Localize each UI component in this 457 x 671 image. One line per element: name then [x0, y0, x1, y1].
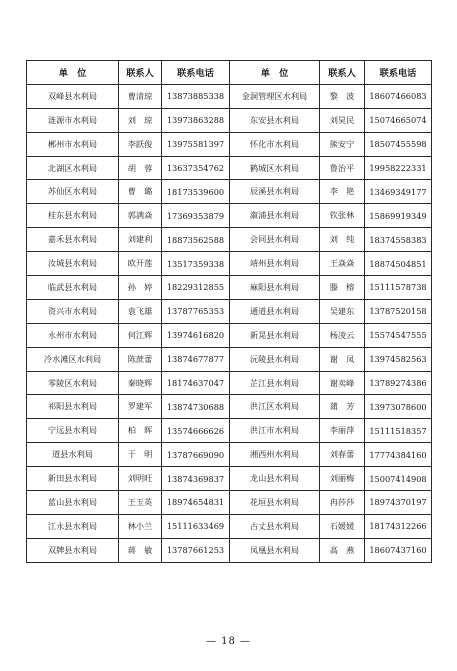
cell-phone-right: 17774384160	[365, 443, 432, 467]
table-row	[27, 371, 432, 395]
cell-phone-right: 15074665074	[365, 108, 432, 132]
cell-unit-right: 湘西州水利局	[230, 443, 320, 467]
table-row	[27, 514, 432, 538]
cell-phone-left: 13873885338	[162, 84, 230, 108]
cell-phone-left: 18173539600	[162, 180, 230, 204]
cell-contact-right: 鲁治平	[320, 156, 365, 180]
cell-unit-right: 洪江区水利局	[230, 395, 320, 419]
table-row	[27, 491, 432, 515]
header-phone-left: 联系电话	[162, 61, 230, 85]
cell-contact-right: 石媛媛	[320, 514, 365, 538]
cell-phone-left: 18229312855	[162, 276, 230, 300]
cell-unit-left: 道县水利局	[27, 443, 119, 467]
cell-unit-right: 东安县水利局	[230, 108, 320, 132]
cell-phone-left: 13637354762	[162, 156, 230, 180]
table-row	[27, 299, 432, 323]
cell-phone-right: 15007414908	[365, 467, 432, 491]
cell-phone-left: 13874369837	[162, 467, 230, 491]
cell-contact-right: 谢 凤	[320, 347, 365, 371]
cell-contact-right: 熊安宁	[320, 132, 365, 156]
cell-phone-left: 18873562588	[162, 228, 230, 252]
cell-phone-left: 13975581397	[162, 132, 230, 156]
cell-phone-left: 13787669090	[162, 443, 230, 467]
cell-contact-left: 孙 婷	[119, 276, 162, 300]
cell-contact-left: 刘明旺	[119, 467, 162, 491]
cell-unit-right: 通道县水利局	[230, 299, 320, 323]
cell-unit-right: 溆浦县水利局	[230, 204, 320, 228]
table-body	[27, 84, 432, 562]
cell-phone-right: 13973078600	[365, 395, 432, 419]
table-row	[27, 228, 432, 252]
cell-contact-right: 蒲 芳	[320, 395, 365, 419]
cell-phone-left: 15111633469	[162, 514, 230, 538]
cell-phone-right: 19958222331	[365, 156, 432, 180]
header-unit-right: 单 位	[230, 61, 320, 85]
cell-contact-right: 刘春蕾	[320, 443, 365, 467]
table-row	[27, 323, 432, 347]
cell-contact-left: 罗建军	[119, 395, 162, 419]
cell-unit-left: 江永县水利局	[27, 514, 119, 538]
table-row	[27, 443, 432, 467]
cell-unit-left: 临武县水利局	[27, 276, 119, 300]
cell-unit-left: 蓝山县水利局	[27, 491, 119, 515]
cell-contact-left: 王玉英	[119, 491, 162, 515]
cell-unit-left: 涟源市水利局	[27, 108, 119, 132]
cell-contact-right: 杨凌云	[320, 323, 365, 347]
cell-unit-left: 北湖区水利局	[27, 156, 119, 180]
table-row	[27, 252, 432, 276]
table-row	[27, 204, 432, 228]
cell-phone-left: 13874730688	[162, 395, 230, 419]
table-row	[27, 419, 432, 443]
cell-unit-left: 新田县水利局	[27, 467, 119, 491]
cell-phone-right: 13974582563	[365, 347, 432, 371]
cell-contact-left: 柏 晖	[119, 419, 162, 443]
cell-contact-left: 袁飞雄	[119, 299, 162, 323]
cell-unit-right: 沅陵县水利局	[230, 347, 320, 371]
cell-phone-right: 18174312266	[365, 514, 432, 538]
header-phone-right: 联系电话	[365, 61, 432, 85]
cell-contact-left: 陈蔗蕾	[119, 347, 162, 371]
cell-unit-right: 会同县水利局	[230, 228, 320, 252]
cell-unit-left: 零陵区水利局	[27, 371, 119, 395]
cell-contact-right: 谢卖峰	[320, 371, 365, 395]
cell-phone-left: 13574666626	[162, 419, 230, 443]
cell-unit-right: 花垣县水利局	[230, 491, 320, 515]
cell-phone-right: 13789274386	[365, 371, 432, 395]
cell-unit-right: 麻阳县水利局	[230, 276, 320, 300]
cell-phone-right: 13787520158	[365, 299, 432, 323]
cell-contact-left: 曹 璐	[119, 180, 162, 204]
cell-contact-left: 蒋 敏	[119, 538, 162, 562]
cell-unit-left: 双峰县水利局	[27, 84, 119, 108]
cell-contact-right: 刘 纯	[320, 228, 365, 252]
cell-phone-right: 18974370197	[365, 491, 432, 515]
table-row	[27, 538, 432, 562]
cell-unit-right: 新晃县水利局	[230, 323, 320, 347]
cell-phone-right: 15111578738	[365, 276, 432, 300]
cell-contact-right: 吴建东	[320, 299, 365, 323]
cell-unit-right: 怀化市水利局	[230, 132, 320, 156]
cell-unit-right: 辰溪县水利局	[230, 180, 320, 204]
table-row	[27, 156, 432, 180]
cell-unit-left: 宁远县水利局	[27, 419, 119, 443]
cell-phone-left: 13974616820	[162, 323, 230, 347]
cell-unit-left: 嘉禾县水利局	[27, 228, 119, 252]
cell-phone-right: 15869919349	[365, 204, 432, 228]
cell-contact-right: 钦张林	[320, 204, 365, 228]
cell-contact-left: 郭满焱	[119, 204, 162, 228]
cell-phone-right: 18874504851	[365, 252, 432, 276]
cell-phone-left: 18974654831	[162, 491, 230, 515]
table-row	[27, 395, 432, 419]
table-row	[27, 132, 432, 156]
cell-contact-right: 李 艳	[320, 180, 365, 204]
cell-unit-left: 苏仙区水利局	[27, 180, 119, 204]
cell-contact-right: 刘丽梅	[320, 467, 365, 491]
cell-phone-right: 18607466083	[365, 84, 432, 108]
header-contact-right: 联系人	[320, 61, 365, 85]
cell-contact-left: 刘 琼	[119, 108, 162, 132]
cell-contact-right: 王焱焱	[320, 252, 365, 276]
cell-unit-right: 龙山县水利局	[230, 467, 320, 491]
cell-unit-left: 汝城县水利局	[27, 252, 119, 276]
cell-unit-left: 桂东县水利局	[27, 204, 119, 228]
page-number: — 18 —	[205, 636, 252, 647]
cell-unit-left: 冷水滩区水利局	[27, 347, 119, 371]
table-row	[27, 180, 432, 204]
cell-unit-left: 郴州市水利局	[27, 132, 119, 156]
table-row	[27, 108, 432, 132]
cell-contact-right: 冉莎莎	[320, 491, 365, 515]
cell-unit-right: 古丈县水利局	[230, 514, 320, 538]
cell-unit-right: 芷江县水利局	[230, 371, 320, 395]
cell-contact-left: 刘建利	[119, 228, 162, 252]
cell-phone-right: 18374558383	[365, 228, 432, 252]
cell-contact-right: 黎 波	[320, 84, 365, 108]
cell-phone-right: 18607437160	[365, 538, 432, 562]
cell-phone-right: 15574547555	[365, 323, 432, 347]
cell-unit-right: 金洞管理区水利局	[230, 84, 320, 108]
cell-phone-left: 17369353879	[162, 204, 230, 228]
cell-unit-right: 靖州县水利局	[230, 252, 320, 276]
table-row	[27, 276, 432, 300]
cell-unit-right: 凤凰县水利局	[230, 538, 320, 562]
cell-contact-right: 刘昊民	[320, 108, 365, 132]
cell-contact-left: 曹清琼	[119, 84, 162, 108]
cell-unit-left: 永州市水利局	[27, 323, 119, 347]
cell-unit-left: 双牌县水利局	[27, 538, 119, 562]
cell-phone-left: 13874677877	[162, 347, 230, 371]
table-header-row	[27, 61, 432, 85]
cell-phone-left: 13517359338	[162, 252, 230, 276]
cell-contact-right: 高 燕	[320, 538, 365, 562]
cell-unit-left: 资兴市水利局	[27, 299, 119, 323]
cell-contact-right: 李丽萍	[320, 419, 365, 443]
header-contact-left: 联系人	[119, 61, 162, 85]
contacts-table	[26, 60, 432, 563]
cell-phone-left: 13973863288	[162, 108, 230, 132]
cell-phone-right: 13469349177	[365, 180, 432, 204]
cell-contact-left: 胡 蓉	[119, 156, 162, 180]
cell-unit-right: 鹤城区水利局	[230, 156, 320, 180]
cell-unit-left: 祁阳县水利局	[27, 395, 119, 419]
cell-contact-left: 欧开莲	[119, 252, 162, 276]
cell-contact-left: 于 明	[119, 443, 162, 467]
cell-contact-left: 何江辉	[119, 323, 162, 347]
cell-contact-left: 秦晓辉	[119, 371, 162, 395]
cell-unit-right: 洪江市水利局	[230, 419, 320, 443]
cell-phone-left: 13787765353	[162, 299, 230, 323]
cell-phone-right: 15111518357	[365, 419, 432, 443]
cell-contact-right: 滕 榕	[320, 276, 365, 300]
cell-phone-right: 18507455598	[365, 132, 432, 156]
cell-contact-left: 李跃俊	[119, 132, 162, 156]
cell-contact-left: 林小兰	[119, 514, 162, 538]
table-row	[27, 347, 432, 371]
cell-phone-left: 13787661253	[162, 538, 230, 562]
cell-phone-left: 18174637047	[162, 371, 230, 395]
header-unit-left: 单 位	[27, 61, 119, 85]
table-row	[27, 84, 432, 108]
table-row	[27, 467, 432, 491]
